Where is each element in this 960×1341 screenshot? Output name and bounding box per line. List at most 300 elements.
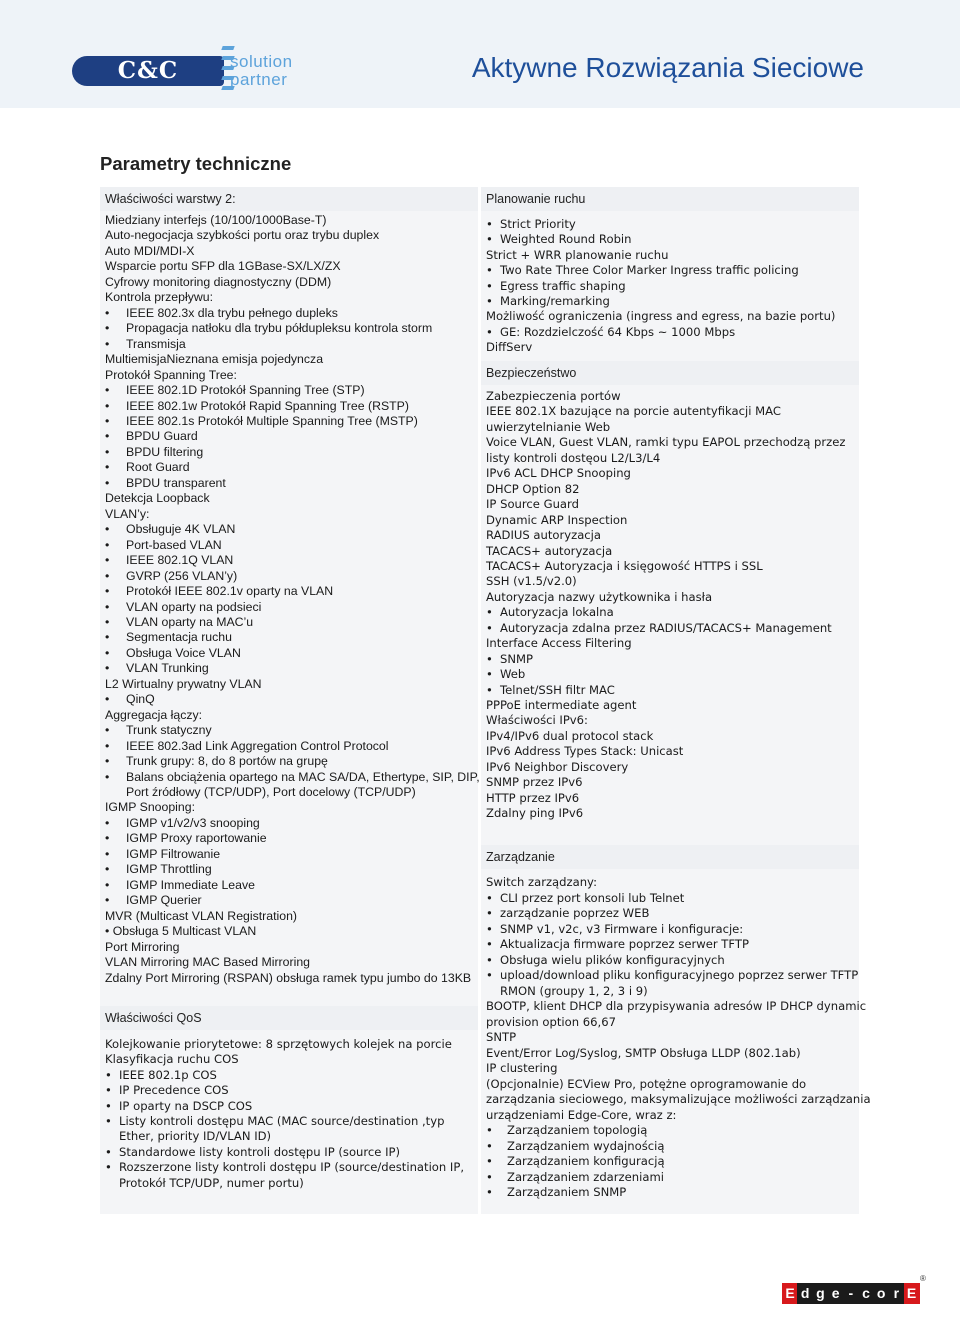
list-item <box>481 559 857 575</box>
bullet-icon: • <box>486 937 493 951</box>
item-text: Miedziany interfejs (10/100/1000Base-T) <box>105 213 327 227</box>
item-text: Autoryzacja zdalna przez RADIUS/TACACS+ Management <box>500 620 832 635</box>
item-text: Strict Priority <box>500 217 576 231</box>
bullet-item <box>481 891 857 907</box>
list-item <box>100 708 476 724</box>
list-item <box>100 1176 476 1192</box>
list-item <box>100 368 476 384</box>
item-text: Propagacja natłoku dla trybu półdupleksu kontrola storm <box>126 321 433 336</box>
list-item <box>100 800 476 816</box>
bullet-item <box>481 1185 857 1201</box>
bullet-item <box>100 321 476 337</box>
list-item <box>481 482 857 498</box>
list-item <box>100 275 476 291</box>
bullet-icon: • <box>105 522 110 537</box>
item-text: • Obsługa 5 Multicast VLAN <box>105 924 257 939</box>
bullet-item <box>100 1160 476 1176</box>
item-text: (Opcjonalnie) ECView Pro, potężne oprogramowanie do <box>486 1076 807 1091</box>
bullet-item <box>100 661 476 677</box>
bullet-item <box>481 1123 857 1139</box>
item-text: Cyfrowy monitoring diagnostyczny (DDM) <box>105 274 332 289</box>
bullet-item <box>481 922 857 938</box>
edgecore-letter: E <box>782 1283 798 1304</box>
item-text: Dynamic ARP Inspection <box>486 512 628 527</box>
bullet-item <box>100 816 476 832</box>
right-column-content <box>481 187 871 1214</box>
item-text: Detekcja Loopback <box>105 491 210 506</box>
item-text: L2 Wirtualny prywatny VLAN <box>105 676 262 691</box>
bullet-item <box>100 1068 476 1084</box>
list-item <box>481 1092 871 1108</box>
bullet-icon: • <box>486 294 493 308</box>
bullet-icon: • <box>486 263 493 278</box>
item-text: SNMP przez IPv6 <box>486 775 583 790</box>
bullet-item <box>481 953 857 969</box>
item-text: Weighted Round Robin <box>500 232 632 247</box>
bullet-icon: • <box>105 383 110 398</box>
bullet-icon: • <box>105 645 110 660</box>
list-item <box>100 228 476 244</box>
bullet-icon: • <box>105 460 110 475</box>
item-text: IP Precedence COS <box>119 1083 229 1098</box>
item-text: provision option 66,67 <box>486 1014 616 1029</box>
edgecore-letter: d <box>797 1283 813 1304</box>
item-text: zarządzanie poprzez WEB <box>500 906 650 920</box>
edgecore-letter: E <box>904 1283 920 1304</box>
item-text: Marking/remarking <box>500 294 610 308</box>
bullet-item <box>100 615 476 631</box>
item-text: Wsparcie portu SFP dla 1GBase-SX/LX/ZX <box>105 259 341 274</box>
item-text: IGMP Immediate Leave <box>126 877 255 892</box>
item-text: IEEE 802.1p COS <box>119 1067 217 1082</box>
item-text: Możliwość ograniczenia (ingress and egress, na bazie portu) <box>486 309 836 324</box>
bullet-icon: • <box>105 429 110 444</box>
bullet-item <box>481 605 857 621</box>
bullet-item <box>100 646 476 662</box>
item-text: Port Mirroring <box>105 939 180 954</box>
item-text: IPv4/IPv6 dual protocol stack <box>486 728 654 743</box>
bullet-icon: • <box>105 305 110 320</box>
list-item <box>481 340 857 356</box>
left-column-content <box>100 187 478 1214</box>
list-item <box>100 909 476 925</box>
list-item <box>481 1061 857 1077</box>
bullet-icon: • <box>105 1098 112 1113</box>
item-text: Zarządzaniem wydajnością <box>507 1138 665 1153</box>
item-text: IPv6 ACL DHCP Snooping <box>486 466 631 481</box>
list-item <box>100 677 476 693</box>
bullet-icon: • <box>105 769 110 784</box>
bullet-item <box>481 232 857 248</box>
bullet-icon: • <box>105 336 110 351</box>
bullet-icon: • <box>105 444 110 459</box>
item-text: MVR (Multicast VLAN Registration) <box>105 908 298 923</box>
item-text: Zdalny ping IPv6 <box>486 806 584 821</box>
item-text: CLI przez port konsoli lub Telnet <box>500 890 685 905</box>
bullet-icon: • <box>486 232 493 247</box>
item-text: IEEE 802.3ad Link Aggregation Control Protocol <box>126 738 389 753</box>
security-heading: Bezpieczeństwo <box>481 361 859 385</box>
list-item <box>100 955 476 971</box>
item-text: IGMP Filtrowanie <box>126 846 221 861</box>
bullet-icon: • <box>105 877 110 892</box>
bullet-item <box>100 476 476 492</box>
item-text: urządzeniami Edge-Core, wraz z: <box>486 1107 677 1122</box>
list-item <box>100 940 476 956</box>
item-text: QinQ <box>126 692 155 707</box>
bullet-item <box>481 906 857 922</box>
item-text: uwierzytelnianie Web <box>486 419 611 434</box>
bullet-icon: • <box>105 413 110 428</box>
bullet-icon: • <box>105 398 110 413</box>
list-item <box>100 290 476 306</box>
header-title: Aktywne Rozwiązania Sieciowe <box>471 52 864 83</box>
list-item <box>481 574 857 590</box>
item-text: Auto MDI/MDI-X <box>105 243 195 258</box>
list-item <box>100 785 476 801</box>
list-item <box>481 544 857 560</box>
bullet-item <box>481 263 857 279</box>
item-text: Event/Error Log/Syslog, SMTP Obsługa LLDP (802.1ab) <box>486 1045 801 1060</box>
item-text: VLAN’y: <box>105 506 150 521</box>
bullet-icon: • <box>105 738 110 753</box>
management-heading: Zarządzanie <box>481 845 859 869</box>
bullet-item <box>100 399 476 415</box>
list-item <box>481 248 857 264</box>
bullet-icon: • <box>105 661 110 676</box>
item-text: IP oparty na DSCP COS <box>119 1098 253 1113</box>
list-item <box>100 491 476 507</box>
page-header <box>0 0 960 108</box>
list-item <box>481 1046 857 1062</box>
bullet-item <box>100 630 476 646</box>
item-text: Strict + WRR planowanie ruchu <box>486 247 669 262</box>
item-text: IEEE 802.3x dla trybu pełnego dupleks <box>126 305 338 320</box>
item-text: Protokół IEEE 802.1v oparty na VLAN <box>126 584 334 599</box>
item-text: IP Source Guard <box>486 497 579 512</box>
list-item <box>481 420 857 436</box>
list-item <box>481 590 857 606</box>
item-text: Port-based VLAN <box>126 537 222 552</box>
bullet-item <box>481 652 857 668</box>
item-text: Zarządzaniem konfiguracją <box>507 1154 665 1168</box>
bullet-item <box>100 739 476 755</box>
item-text: BPDU filtering <box>126 444 204 459</box>
bullet-icon: • <box>486 1154 493 1168</box>
item-text: Aggregacja łączy: <box>105 707 203 722</box>
item-text: SNMP v1, v2c, v3 Firmware i konfiguracje: <box>500 921 744 936</box>
item-text: upload/download pliku konfiguracyjnego poprzez serwer TFTP <box>500 968 859 982</box>
bullet-item <box>100 306 476 322</box>
bullet-icon: • <box>486 217 493 231</box>
bullet-icon: • <box>105 584 110 599</box>
item-text: Kolejkowanie priorytetowe: 8 sprzętowych kolejek na porcie <box>105 1037 452 1051</box>
item-text: Voice VLAN, Guest VLAN, ramki typu EAPOL przechodzą przez <box>486 435 846 450</box>
bullet-icon: • <box>105 692 110 707</box>
item-text: Root Guard <box>126 460 190 475</box>
bullet-icon: • <box>105 831 110 846</box>
registered-mark: ® <box>920 1274 926 1283</box>
list-item <box>100 971 476 987</box>
edgecore-letter: - <box>843 1283 859 1304</box>
item-text: IEEE 802.1X bazujące na porcie autentyfikacji MAC <box>486 404 781 419</box>
item-text: Klasyfikacja ruchu COS <box>105 1052 239 1067</box>
bullet-icon: • <box>486 968 493 982</box>
edgecore-letter: c <box>858 1283 874 1304</box>
list-item <box>100 924 476 940</box>
qos-heading: Właściwości QoS <box>100 1006 478 1030</box>
item-text: IPv6 Address Types Stack: Unicast <box>486 744 684 759</box>
bullet-item <box>481 1154 857 1170</box>
item-text: TACACS+ autoryzacja <box>486 543 613 558</box>
list-item <box>100 259 476 275</box>
item-text: Egress traffic shaping <box>500 278 626 293</box>
list-item <box>481 760 857 776</box>
bullet-icon: • <box>105 815 110 830</box>
item-text: Obsługa wielu plików konfiguracyjnych <box>500 952 725 967</box>
bullet-item <box>481 1139 857 1155</box>
edgecore-letter: o <box>873 1283 889 1304</box>
list-item <box>481 1108 857 1124</box>
item-text: IPv6 Neighbor Discovery <box>486 759 629 774</box>
item-text: Ether, priority ID/VLAN ID) <box>119 1129 272 1144</box>
bullet-item <box>100 383 476 399</box>
bullet-item <box>481 294 857 310</box>
bullet-item <box>100 847 476 863</box>
item-text: Segmentacja ruchu <box>126 630 232 645</box>
bullet-item <box>100 692 476 708</box>
item-text: SSH (v1.5/v2.0) <box>486 574 577 589</box>
item-text: IP clustering <box>486 1061 558 1075</box>
logo-line2: partner <box>230 70 288 89</box>
logo-line1: solution <box>230 52 293 71</box>
logo-cc-text: C&C <box>117 57 179 84</box>
list-item <box>481 435 857 451</box>
edgecore-letter: e <box>828 1283 844 1304</box>
item-text: Trunk grupy: 8, do 8 portów na grupę <box>126 754 328 769</box>
bullet-icon: • <box>105 537 110 552</box>
bullet-icon: • <box>486 620 493 635</box>
list-item <box>481 404 857 420</box>
item-text: Autoryzacja nazwy użytkownika i hasła <box>486 589 713 604</box>
item-text: MultiemisjaNieznana emisja pojedyncza <box>105 352 324 367</box>
bullet-icon: • <box>105 553 110 568</box>
cc-solution-partner-logo <box>72 48 296 92</box>
item-text: Obsługa Voice VLAN <box>126 645 241 660</box>
item-text: Autoryzacja lokalna <box>500 605 614 620</box>
list-item <box>481 713 857 729</box>
item-text: Zdalny Port Mirroring (RSPAN) obsługa ramek typu jumbo do 13KB <box>105 970 472 985</box>
item-text: IGMP Snooping: <box>105 800 196 815</box>
item-text: RMON (groupy 1, 2, 3 i 9) <box>500 983 648 998</box>
item-text: Switch zarządzany: <box>486 875 597 889</box>
bullet-item <box>481 667 857 683</box>
item-text: TACACS+ Autoryzacja i księgowość HTTPS i SSL <box>486 558 763 573</box>
item-text: Web <box>500 667 526 682</box>
page-title: Parametry techniczne <box>100 153 292 174</box>
bullet-item <box>481 968 857 984</box>
bullet-item <box>100 1114 476 1130</box>
list-item <box>481 466 857 482</box>
bullet-icon: • <box>486 1123 493 1137</box>
list-item <box>100 1052 476 1068</box>
list-item <box>481 528 857 544</box>
item-text: listy kontroli dostęou L2/L3/L4 <box>486 450 661 465</box>
bullet-item <box>481 325 857 341</box>
bullet-icon: • <box>105 568 110 583</box>
list-item <box>481 513 857 529</box>
bullet-item <box>100 878 476 894</box>
list-item <box>100 1037 476 1053</box>
item-text: HTTP przez IPv6 <box>486 790 580 805</box>
item-text: BOOTP, klient DHCP dla przypisywania adresów IP DHCP dynamic <box>486 999 867 1013</box>
bullet-icon: • <box>105 321 110 336</box>
bullet-icon: • <box>105 475 110 490</box>
bullet-icon: • <box>105 846 110 861</box>
item-text: IGMP Throttling <box>126 862 212 877</box>
bullet-item <box>100 1083 476 1099</box>
layer2-heading: Właściwości warstwy 2: <box>100 187 478 211</box>
list-item <box>481 806 857 822</box>
item-text: IGMP Querier <box>126 893 202 908</box>
item-text: IEEE 802.1D Protokół Spanning Tree (STP) <box>126 383 365 398</box>
bullet-item <box>100 553 476 569</box>
bullet-item <box>100 414 476 430</box>
bullet-item <box>481 937 857 953</box>
item-text: Rozszerzone listy kontroli dostępu IP (source/destination IP, <box>119 1160 465 1175</box>
item-text: Port źródłowy (TCP/UDP), Port docelowy (TCP/UDP) <box>126 785 416 800</box>
bullet-item <box>100 584 476 600</box>
item-text: Zarządzaniem zdarzeniami <box>507 1169 664 1184</box>
list-item <box>481 875 857 891</box>
bullet-icon: • <box>486 667 493 682</box>
list-item <box>481 729 857 745</box>
item-text: VLAN oparty na MAC’u <box>126 614 254 629</box>
bullet-icon: • <box>105 893 110 908</box>
list-item <box>100 507 476 523</box>
list-item <box>481 791 857 807</box>
bullet-item <box>100 723 476 739</box>
item-text: Trunk statyczny <box>126 723 212 738</box>
bullet-item <box>100 862 476 878</box>
bullet-icon: • <box>486 1138 493 1153</box>
item-text: VLAN oparty na podsieci <box>126 599 262 614</box>
bullet-icon: • <box>105 1144 112 1159</box>
bullet-item <box>100 1099 476 1115</box>
list-item <box>481 497 857 513</box>
item-text: GVRP (256 VLAN’y) <box>126 568 238 583</box>
list-item <box>481 636 857 652</box>
list-item <box>481 1015 857 1031</box>
list-item <box>100 1129 476 1145</box>
item-text: RADIUS autoryzacja <box>486 528 602 543</box>
traffic-heading: Planowanie ruchu <box>481 187 859 211</box>
bullet-icon: • <box>486 278 493 293</box>
bullet-icon: • <box>105 754 110 769</box>
item-text: Zabezpieczenia portów <box>486 389 621 403</box>
item-text: BPDU transparent <box>126 475 226 490</box>
list-item <box>100 244 476 260</box>
bullet-icon: • <box>105 614 110 629</box>
bullet-icon: • <box>105 599 110 614</box>
bullet-icon: • <box>486 605 493 620</box>
item-text: Listy kontroli dostępu MAC (MAC source/destination ,typ <box>119 1114 445 1128</box>
item-text: Protokół Spanning Tree: <box>105 367 237 382</box>
bullet-item <box>100 893 476 909</box>
bullet-item <box>100 1145 476 1161</box>
bullet-item <box>100 769 480 786</box>
item-text: Protokół TCP/UDP, numer portu) <box>119 1175 304 1190</box>
bullet-item <box>100 600 476 616</box>
edgecore-letter: g <box>812 1283 828 1304</box>
bullet-icon: • <box>105 862 110 877</box>
item-text: IEEE 802.1Q VLAN <box>126 553 234 568</box>
item-text: Obsługuje 4K VLAN <box>126 522 236 537</box>
list-item <box>481 1077 857 1093</box>
item-text: Balans obciążenia opartego na MAC SA/DA, Ethertype, SIP, DIP, <box>126 769 480 784</box>
bullet-icon: • <box>105 630 110 645</box>
item-text: IEEE 802.1w Protokół Rapid Spanning Tree (RSTP) <box>126 398 409 413</box>
item-text: DHCP Option 82 <box>486 481 580 496</box>
item-text: Właściwości IPv6: <box>486 713 588 728</box>
list-item <box>481 309 857 325</box>
bullet-item <box>100 569 476 585</box>
bullet-item <box>100 460 476 476</box>
edgecore-letter: r <box>888 1283 904 1304</box>
item-text: Zarządzaniem topologią <box>507 1123 648 1137</box>
bullet-icon: • <box>486 651 493 666</box>
bullet-item <box>100 445 476 461</box>
bullet-item <box>100 538 476 554</box>
bullet-icon: • <box>486 921 493 936</box>
item-text: Auto-negocjacja szybkości portu oraz trybu duplex <box>105 228 380 243</box>
bullet-icon: • <box>486 1185 493 1199</box>
bullet-icon: • <box>105 1114 112 1128</box>
bullet-icon: • <box>486 682 493 697</box>
item-text: BPDU Guard <box>126 429 198 444</box>
bullet-icon: • <box>105 1067 112 1082</box>
list-item <box>481 389 857 405</box>
item-text: GE: Rozdzielczość 64 Kbps ~ 1000 Mbps <box>500 324 736 339</box>
item-text: Interface Access Filtering <box>486 636 632 651</box>
bullet-icon: • <box>105 1083 112 1098</box>
list-item <box>481 744 857 760</box>
bullet-icon: • <box>105 723 110 738</box>
item-text: Standardowe listy kontroli dostępu IP (source IP) <box>119 1144 401 1159</box>
item-text: VLAN Trunking <box>126 661 209 676</box>
item-text: zarządzania sieciowego, maksymalizujące możliwości zarządzania <box>486 1092 871 1106</box>
bullet-icon: • <box>486 324 493 339</box>
item-text: Transmisja <box>126 336 186 351</box>
item-text: SNMP <box>500 651 534 666</box>
bullet-item <box>481 621 857 637</box>
bullet-icon: • <box>105 1160 112 1175</box>
bullet-item <box>100 429 476 445</box>
item-text: SNTP <box>486 1030 517 1044</box>
bullet-icon: • <box>486 890 493 905</box>
bullet-item <box>481 1170 857 1186</box>
bullet-item <box>100 754 476 770</box>
item-text: Aktualizacja firmware poprzez serwer TFTP <box>500 937 749 951</box>
item-text: IGMP v1/v2/v3 snooping <box>126 815 260 830</box>
bullet-item <box>481 279 857 295</box>
item-text: VLAN Mirroring MAC Based Mirroring <box>105 955 311 970</box>
list-item <box>100 213 476 229</box>
bullet-item <box>100 831 476 847</box>
item-text: Two Rate Three Color Marker Ingress traffic policing <box>500 263 799 278</box>
item-text: Telnet/SSH filtr MAC <box>500 682 615 697</box>
item-text: Zarządzaniem SNMP <box>507 1185 627 1199</box>
